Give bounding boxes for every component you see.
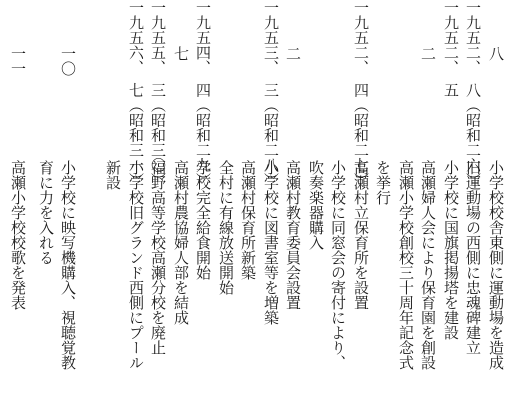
timeline-column [193,0,213,417]
date-label: 一九五二、 五 [442,0,460,98]
timeline-column [36,0,56,417]
month-number: 一〇 [59,46,77,76]
month-number: 一一 [9,46,27,76]
timeline-column [216,0,236,417]
date-label: 一九五五、 三（昭和三〇） [149,0,167,188]
timeline-column [261,0,281,417]
event-text: 育に力を入れる [37,160,55,265]
timeline-column [328,0,348,417]
month-number: 七 [172,46,190,61]
event-text: 高瀬村立保育所を設置 [352,160,370,310]
timeline-column [58,0,78,417]
month-number: 八 [487,46,505,61]
timeline-column [441,0,461,417]
date-label: 一九五三、 三（昭和二八） [262,0,280,188]
timeline-column [103,0,123,417]
event-text: 高瀬小学校創校三十周年記念式 [397,160,415,370]
timeline-column [148,0,168,417]
timeline-column [238,0,258,417]
timeline-column [306,0,326,417]
month-number: 二 [419,46,437,61]
event-text: 小学校に映写機購入、視聴覚教 [59,160,77,370]
event-text: を挙行 [374,160,392,205]
event-text: 小学校に国旗掲揚塔を建設 [442,160,460,340]
event-text: 学校完全給食開始 [194,160,212,280]
date-label: 一九五四、 四（昭和二九） [194,0,212,188]
month-number: 二 [284,46,302,61]
date-label: 一九五二、 四（昭和二七） [352,0,370,188]
timeline-column [283,0,303,417]
event-text: 旧運動場の西側に忠魂碑建立 [464,160,482,355]
event-text: 高瀬婦人会により保育園を創設 [419,160,437,370]
event-text: 吹奏楽器購入 [307,160,325,250]
timeline-column [486,0,506,417]
event-text: 高瀬村教育委員会設置 [284,160,302,310]
event-text: 新設 [104,160,122,190]
timeline-column [8,0,28,417]
event-text: 小学校旧グランド西側にプール [127,160,145,370]
event-text: 高瀬小学校校歌を発表 [9,160,27,310]
event-text: 小学校に図書室等を増築 [262,160,280,325]
date-label: 一九五六、 七（昭和三一） [127,0,145,188]
timeline-column [351,0,371,417]
timeline-column [418,0,438,417]
timeline-column [126,0,146,417]
date-label: 一九五二、 八（昭和二六） [464,0,482,188]
event-text: 高瀬村保育所新築 [239,160,257,280]
event-text: 全村に有線放送開始 [217,160,235,295]
event-text: 小学校校舎東側に運動場を造成 [487,160,505,370]
timeline-column [396,0,416,417]
event-text: 小学校に同窓会の寄付により、 [329,160,347,370]
timeline-column [373,0,393,417]
event-text: 高瀬村農協婦人部を結成 [172,160,190,325]
timeline-column [171,0,191,417]
timeline-column [463,0,483,417]
event-text: 福野高等学校高瀬分校を廃止 [149,160,167,355]
